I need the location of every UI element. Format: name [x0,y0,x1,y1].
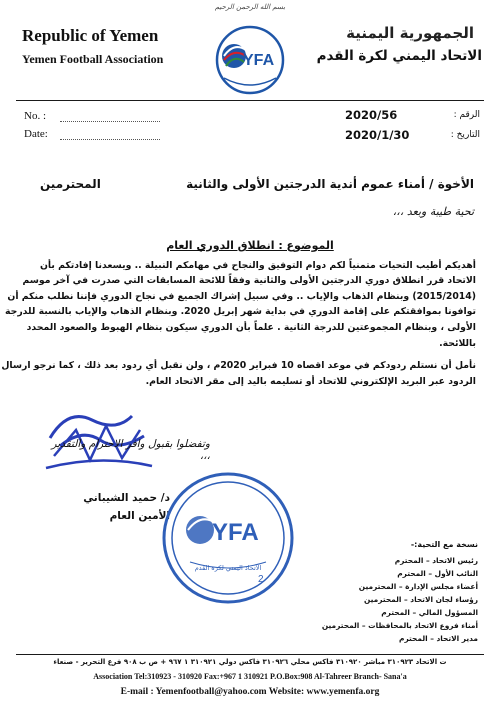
header-ar-subtitle: الاتحاد اليمني لكرة القدم [316,48,482,64]
cc-item: المسؤول المالي – المحترم [381,608,478,617]
cc-item: أعضاء مجلس الإدارة – المحترمين [358,582,478,591]
body-line: أهديكم أطيب التحيات متمنياً لكم دوام التوفيق والنجاح في مهامكم النبيلة .. ويسعدنا إفادتكم بأن [39,260,476,271]
header-en-subtitle: Yemen Football Association [22,52,164,66]
no-dots [60,121,160,122]
footer-en-contact: Association Tel:310923 - 310920 Fax:+967 1 310921 P.O.Box:908 Al-Tahreer Branch- Sana'a [93,672,407,681]
body-line: (2015/2014) وبنظام الذهاب والإياب .. وفي سبيل إشراك الجميع في نجاح الدوري فإننا نطلب منكم أن [7,291,476,302]
bismillah: بسم الله الرحمن الرحيم [214,3,286,11]
signatory-name: د/ حميد الشيباني [83,492,170,504]
ref-value: 2020/56 [345,108,398,122]
footer-en-web: E-mail : Yemenfootball@yahoo.com Website: www.yemenfa.org [120,687,380,697]
ref-label: الرقم : [453,110,480,120]
honorific: المحترمين [40,177,101,191]
svg-text:2: 2 [258,574,264,585]
body-line: الأولى ، وبنظام المجموعتين للدرجة الثانية . علماً بأن الدوري سيكون بنظام الهبوط والصعود المحدد [26,322,476,333]
cc-item: النائب الأول – المحترم [397,569,478,578]
cc-title: نسخة مع التحية:- [410,540,478,549]
footer-divider [16,654,484,655]
greeting: تحية طيبة وبعد ،،، [392,205,474,218]
cc-item: رؤساء لجان الاتحاد – المحترمين [364,595,478,604]
history-value: 2020/1/30 [345,128,410,142]
header-divider [16,100,484,101]
date-label: Date: [24,128,48,140]
header-ar-title: الجمهورية اليمنية [346,24,474,42]
date-dots [60,139,160,140]
footer-ar-contact: ت الاتحاد ٣١٠٩٢٣ مباشر ٣١٠٩٢٠ فاكس محلي ٣١٠٩٢٦ فاكس دولي ٣١٠٩٢١ ١ ٩٦٧ + ص ب ٩٠٨ فرع التحرير - صنعاء [53,658,447,666]
subject: الموضوع : انطلاق الدوري العام [166,239,334,252]
body-line: الاتحاد قرر انطلاق دوري الدرجتين الأولى والثانية وفقاً للائحة المسابقات التي صدرت في آخر موسم [22,275,476,286]
closing: وتفضلوا بقبول وافر الاحترام والتقدير ،،، [51,438,210,462]
signatory-title: الأمين العام [109,510,170,522]
body-line: باللائحة. [439,338,476,349]
cc-item: أمناء فروع الاتحاد بالمحافظات – المحترمين [321,621,478,630]
body-line: توافونا بموافقتكم على إقامة الدوري في بداية شهر إبريل 2020. وبنظام الذهاب والإياب بالنسبة للدرجة [4,306,476,317]
recipient: الأخوة / أمناء عموم أندية الدرجتين الأولى والثانية [186,177,474,191]
svg-text:YFA: YFA [212,519,259,546]
request-line: نأمل أن نستلم ردودكم في موعد اقصاه 10 فبراير 2020م ، ولن نقبل أي ردود بعد ذلك ، كما نرجو ارسال [1,360,476,371]
cc-item: مدير الاتحاد – المحترم [399,634,478,643]
official-stamp [160,470,296,606]
svg-text:الاتحاد اليمني لكرة القدم: الاتحاد اليمني لكرة القدم [194,564,262,572]
history-label: التاريخ : [450,130,480,140]
no-label: No. : [24,110,46,122]
svg-text:YFA: YFA [243,52,275,69]
stamp-icon [160,470,296,606]
request-line: الردود عبر البريد الإلكتروني للاتحاد أو تسليمه باليد إلى مقر الاتحاد العام. [145,376,476,387]
yfa-logo [210,20,290,96]
cc-item: رئيس الاتحاد – المحترم [394,556,478,565]
yfa-logo-icon [210,20,290,96]
header-en-title: Republic of Yemen [22,26,159,45]
